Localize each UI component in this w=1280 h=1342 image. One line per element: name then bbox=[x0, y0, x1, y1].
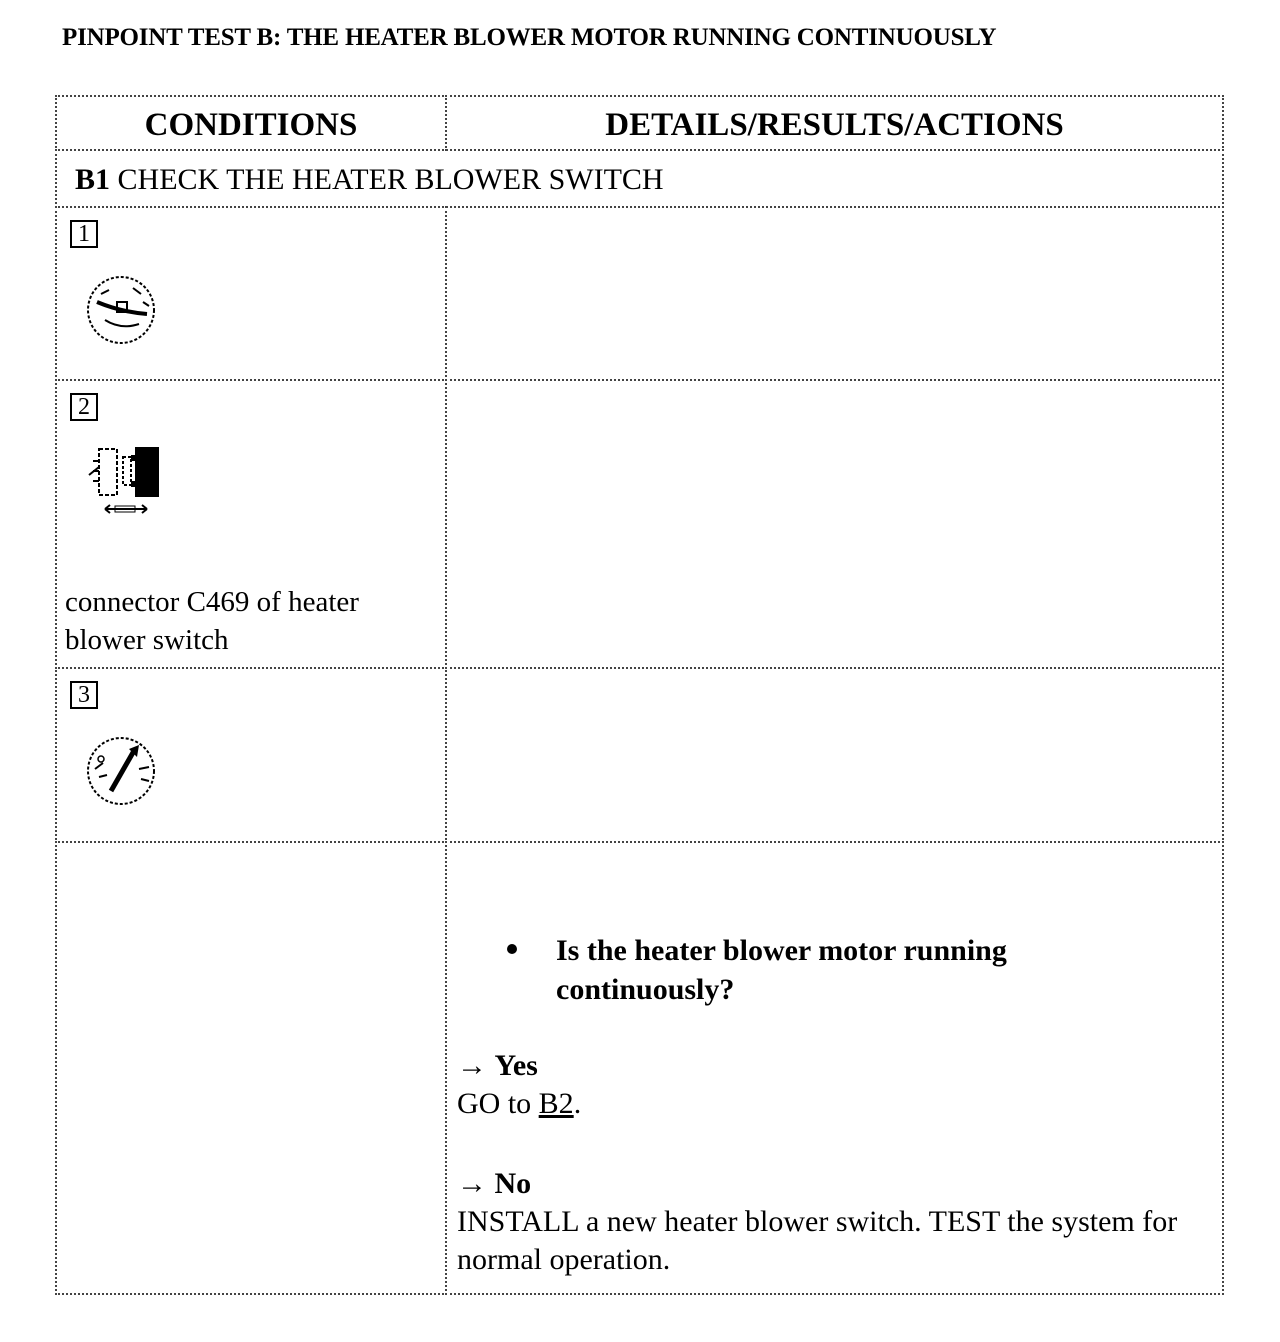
step-3-conditions bbox=[55, 667, 447, 843]
results-conditions bbox=[55, 841, 447, 1295]
results-details bbox=[445, 841, 1224, 1295]
page-title: PINPOINT TEST B: THE HEATER BLOWER MOTOR RUNNING CONTINUOUSLY bbox=[62, 24, 997, 51]
step-2-details bbox=[445, 379, 1224, 669]
step-number: 1 bbox=[70, 220, 98, 248]
details-header-label: DETAILS/RESULTS/ACTIONS bbox=[605, 107, 1064, 143]
question-bullet bbox=[507, 931, 1147, 1009]
arrow-icon: → bbox=[457, 1167, 487, 1200]
ignition-off-icon bbox=[83, 272, 159, 348]
conditions-header-label: CONDITIONS bbox=[144, 107, 358, 143]
step-1-details bbox=[445, 206, 1224, 381]
question-text: Is the heater blower motor running continuously? bbox=[556, 934, 1007, 1006]
connector-disconnect-icon bbox=[85, 445, 165, 525]
section-row bbox=[55, 149, 1224, 208]
b2-link[interactable]: B2 bbox=[538, 1087, 574, 1120]
conditions-header bbox=[55, 95, 447, 151]
step-number: 3 bbox=[70, 681, 98, 709]
no-answer bbox=[457, 1165, 1222, 1279]
yes-answer bbox=[457, 1047, 581, 1123]
section-id: B1 bbox=[75, 163, 111, 196]
no-label: No bbox=[494, 1167, 532, 1200]
step-number: 2 bbox=[70, 393, 98, 421]
ignition-on-icon bbox=[83, 733, 159, 809]
bullet-icon bbox=[507, 944, 517, 954]
step-1-conditions bbox=[55, 206, 447, 381]
arrow-icon: → bbox=[457, 1049, 487, 1082]
step-3-details bbox=[445, 667, 1224, 843]
pinpoint-test-table bbox=[55, 95, 1224, 1295]
yes-action-suffix: . bbox=[573, 1087, 582, 1120]
yes-label: Yes bbox=[494, 1049, 538, 1082]
details-header bbox=[445, 95, 1224, 151]
no-action: INSTALL a new heater blower switch. TEST the system for normal operation. bbox=[457, 1205, 1178, 1276]
section-title: CHECK THE HEATER BLOWER SWITCH bbox=[117, 163, 664, 196]
yes-action-prefix: GO to bbox=[457, 1087, 539, 1120]
step-2-conditions bbox=[55, 379, 447, 669]
step-2-caption: connector C469 of heater blower switch bbox=[65, 586, 359, 656]
